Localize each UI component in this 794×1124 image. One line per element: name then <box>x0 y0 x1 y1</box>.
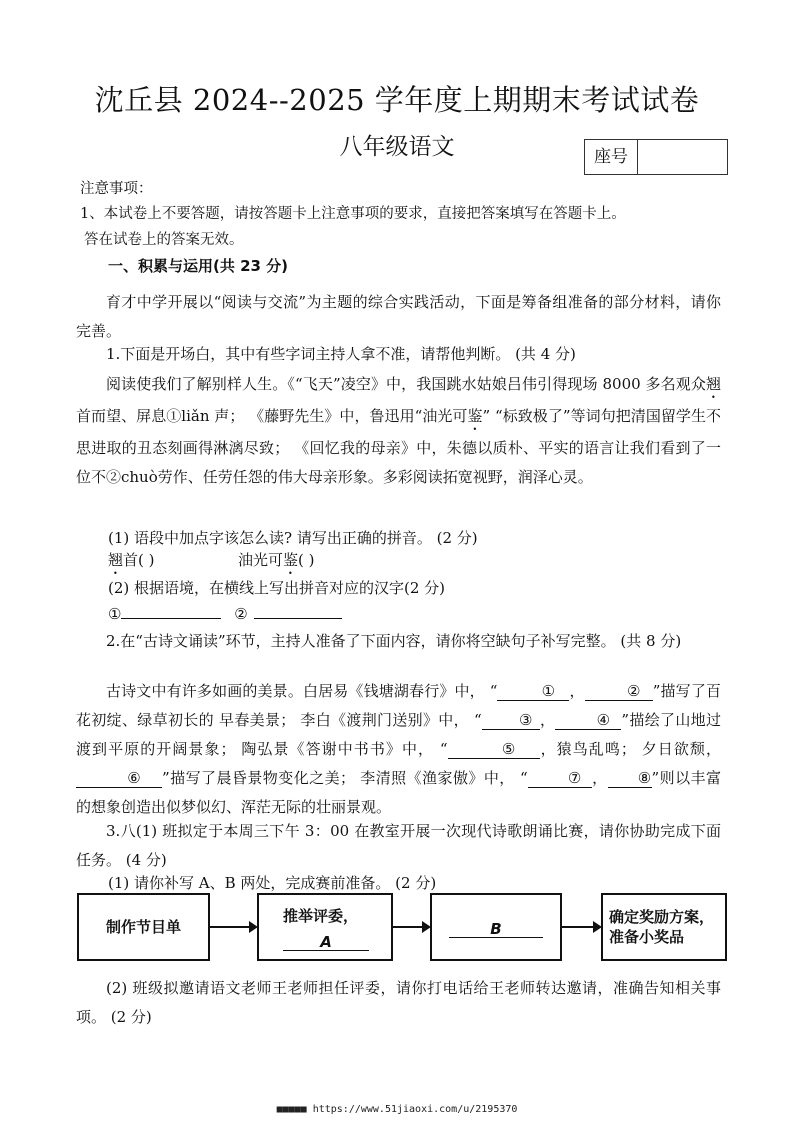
q2-text-4: ， <box>539 711 556 729</box>
q1-sub1-item2-text: 油光可 <box>238 551 284 569</box>
q2-text-3: ”描写了百花初绽、绿草初长的 早春美景； 李白《渡荆门送别》中， “ <box>76 682 721 729</box>
q2-text-5: ”描绘了山地过渡到平原的开阔景象； 陶弘景《答谢中书书》中， “ <box>76 711 721 758</box>
q1-sub2-blank1 <box>121 618 221 619</box>
q1-passage <box>76 370 721 492</box>
flow-arrow-3 <box>562 926 600 928</box>
q1-sub1-item2-dot: 鉴 <box>283 551 299 569</box>
q3-stem: 3.八(1) 班拟定于本周三下午 3：00 在教室开展一次现代诗歌朗诵比赛，请你协助完成下面任务。 (4 分) <box>76 822 721 869</box>
notice-heading: 注意事项： <box>80 181 153 197</box>
flow-step-rewards-line1: 确定奖励方案， <box>609 908 715 926</box>
seat-number-blank <box>638 140 727 174</box>
q1-passage-a: 阅读使我们了解别样人生。《“飞天”凌空》中，我国跳水姑娘吕伟引得现场 8000 多名观众 <box>106 375 706 393</box>
notice-line1: 1、本试卷上不要答题，请按答题卡上注意事项的要求，直接把答案填写在答题卡上。 <box>80 206 626 222</box>
q1-sub1-item2-paren: ( ) <box>298 551 315 569</box>
q2-passage <box>76 677 721 822</box>
q2-blank-6: ⑥ <box>76 769 162 788</box>
q1-sub2-num1: ① <box>108 605 122 623</box>
q1-sub1-item1-text: 首( ) <box>123 551 155 569</box>
q2-blank-4: ④ <box>555 711 621 730</box>
exam-title: 沈丘县 2024--2025 学年度上期期末考试试卷 <box>94 83 700 117</box>
flow-step-b <box>430 893 562 961</box>
q2-blank-8: ⑧ <box>608 769 652 788</box>
q1-sub2-answers <box>108 603 342 625</box>
q1-sub2: (2) 根据语境，在横线上写出拼音对应的汉字(2 分) <box>108 579 446 597</box>
q3-sub1: (1) 请你补写 A、B 两处，完成赛前准备。 (2 分) <box>108 874 437 892</box>
q1-passage-b: 首而望、屏息①liǎn 声； 《藤野先生》中，鲁迅用“油光可 <box>76 407 468 425</box>
preparation-flowchart <box>77 893 727 965</box>
q1-sub2-blank2 <box>254 618 342 619</box>
q1-dotted-word-jian: 鉴 <box>467 407 483 425</box>
flow-step-make-program: 制作节目单 <box>77 893 210 961</box>
q2-blank-2: ② <box>585 682 653 701</box>
section1-heading: 一、积累与运用(共 23 分) <box>108 257 289 275</box>
seat-number-box <box>584 139 728 175</box>
q3-sub2: (2) 班级拟邀请语文老师王老师担任评委，请你打电话给王老师转达邀请，准确告知相关事项。 (2 分) <box>76 979 721 1026</box>
flow-step-judges <box>257 893 393 961</box>
exam-subtitle: 八年级语文 <box>339 134 455 160</box>
flow-arrow-1 <box>210 926 256 928</box>
q2-text-1: 古诗文中有许多如画的美景。白居易《钱塘湖春行》中， “ <box>106 682 498 700</box>
q1-sub1: (1) 语段中加点字该怎么读? 请写出正确的拼音。 (2 分) <box>108 529 478 547</box>
q2-blank-3: ③ <box>482 711 540 730</box>
flow-step-judges-label: 推举评委， <box>283 907 359 925</box>
notice-line2: 答在试卷上的答案无效。 <box>84 232 244 248</box>
q2-stem: 2.在“古诗文诵读”环节，主持人准备了下面内容，请你将空缺句子补写完整。 (共 8 分) <box>106 632 682 650</box>
q2-text-8: ， <box>591 769 608 787</box>
q1-sub1-item1 <box>108 549 155 578</box>
footer-watermark-url: ■■■■■ https://www.51jiaoxi.com/u/2195370 <box>276 1104 518 1115</box>
q1-dotted-word-qi: 翘 <box>705 375 721 393</box>
q2-text-7: ”描写了晨昏景物变化之美； 李清照《渔家傲》中， “ <box>162 769 528 787</box>
flow-step-rewards-line2: 准备小奖品 <box>609 928 685 946</box>
flow-step-rewards <box>601 893 727 961</box>
flow-arrow-2 <box>393 926 429 928</box>
q1-sub1-item1-dot: 翘 <box>108 551 124 569</box>
q2-text-2: ， <box>569 682 585 700</box>
q1-passage-c: ” “标致极了”等词句把清国留学生不思进取的丑态刻画得淋漓尽致； 《回忆我的母亲》中，朱德以质朴、平实的语言让我们看到了一位不②chuò劳作、任劳任怨的伟大母亲形象。多彩阅读拓宽视野，润泽心灵。 <box>76 407 721 486</box>
flow-blank-a: A <box>283 934 369 951</box>
flow-blank-b: B <box>449 921 543 938</box>
q1-sub1-item2 <box>238 549 315 578</box>
q2-blank-1: ① <box>497 682 569 701</box>
q2-text-6: ，猿鸟乱鸣； 夕日欲颓， <box>539 740 721 758</box>
q1-sub2-num2: ② <box>234 605 248 623</box>
q1-stem: 1.下面是开场白，其中有些字词主持人拿不准，请帮他判断。 (共 4 分) <box>106 345 576 363</box>
seat-label: 座号 <box>585 140 638 174</box>
q2-text-9: ”则以丰富的想象创造出似梦似幻、浑茫无际的壮丽景观。 <box>76 769 721 816</box>
q2-blank-7: ⑦ <box>528 769 592 788</box>
section1-intro: 育才中学开展以“阅读与交流”为主题的综合实践活动，下面是筹备组准备的部分材料，请你完善。 <box>76 293 721 340</box>
q2-blank-5: ⑤ <box>448 740 540 759</box>
